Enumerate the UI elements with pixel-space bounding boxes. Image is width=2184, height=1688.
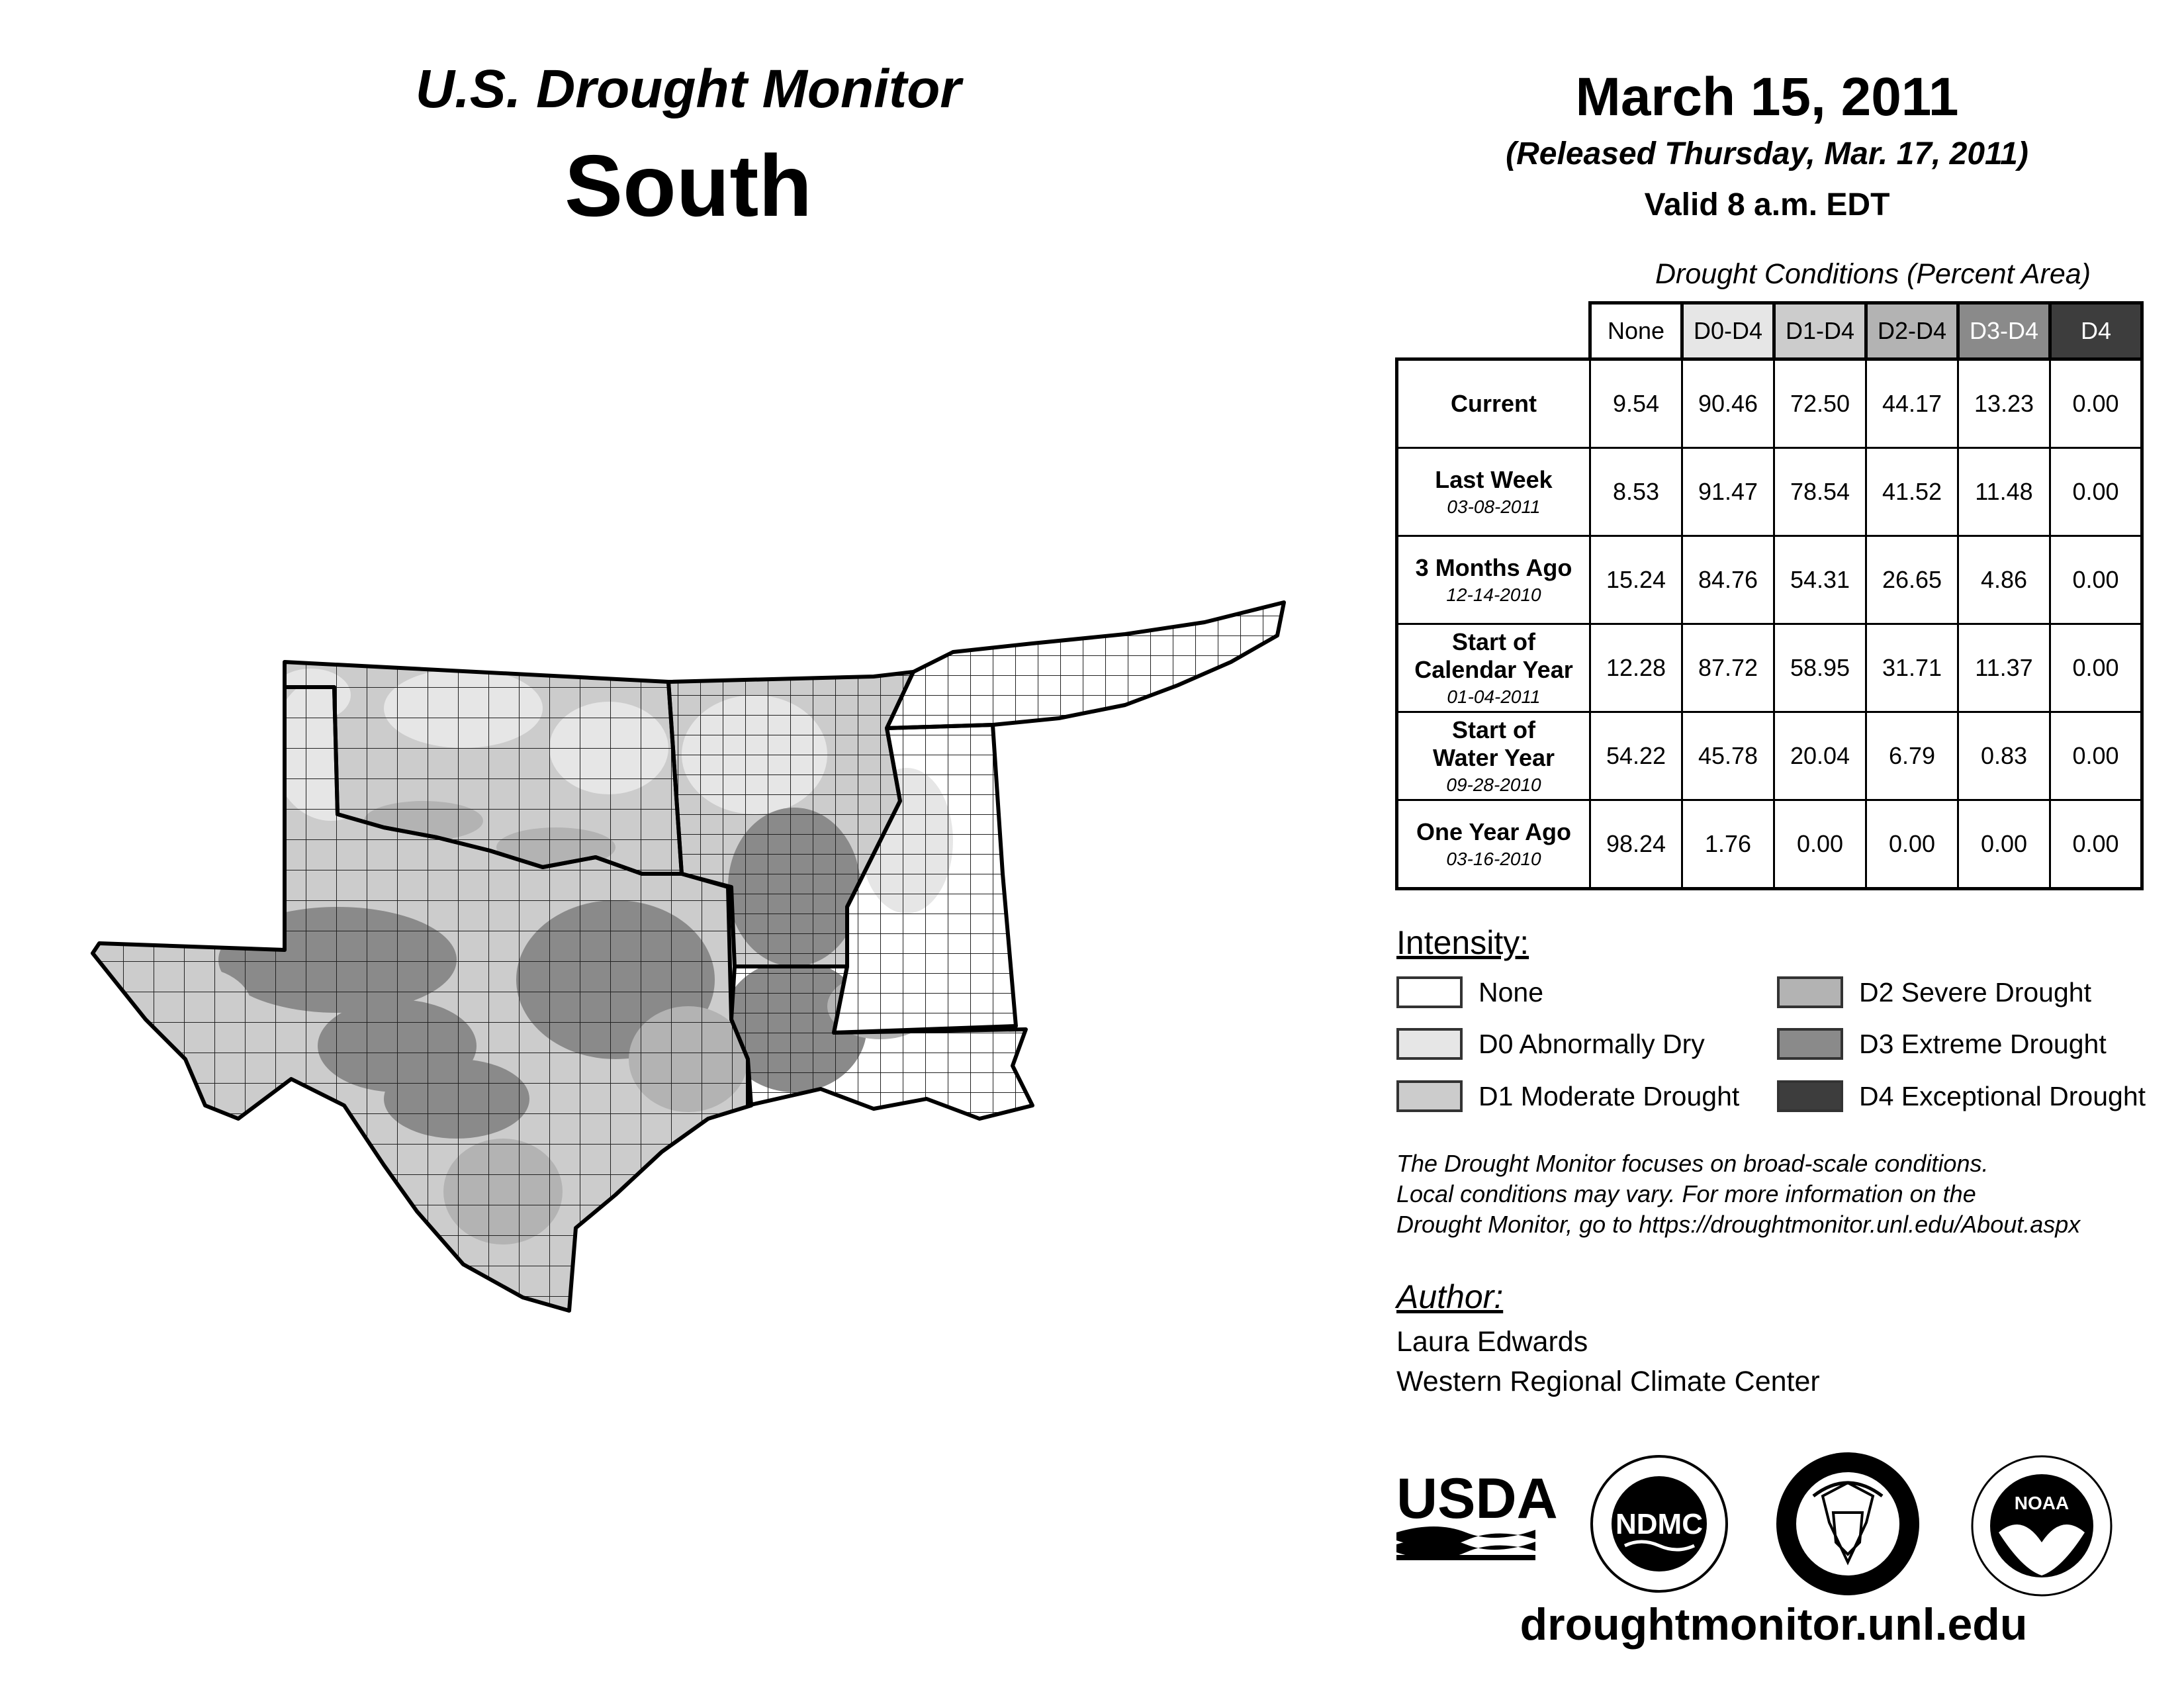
row-label: Start of Calendar Year	[1414, 628, 1573, 683]
table-cell: 1.76	[1682, 800, 1774, 889]
table-cell: 72.50	[1774, 359, 1866, 448]
table-cell: 0.00	[2050, 536, 2142, 624]
noaa-logo	[1969, 1453, 2115, 1599]
row-date: 01-04-2011	[1447, 686, 1541, 707]
table-cell: 0.00	[2050, 712, 2142, 800]
table-cell: 11.37	[1958, 624, 2050, 712]
table-cell: 44.17	[1866, 359, 1958, 448]
legend-swatch	[1396, 1028, 1463, 1060]
table-cell: 0.00	[2050, 624, 2142, 712]
drought-map	[93, 596, 1310, 1324]
table-cell: 13.23	[1958, 359, 2050, 448]
column-header: D3-D4	[1958, 303, 2050, 359]
legend-title: Intensity:	[1396, 924, 1529, 961]
legend-item-d2	[1777, 976, 2091, 1008]
commerce-seal-logo	[1774, 1450, 1923, 1599]
table-cell: 98.24	[1590, 800, 1682, 889]
table-cell: 54.22	[1590, 712, 1682, 800]
table-header-row	[1397, 303, 2142, 359]
table-cell: 0.83	[1958, 712, 2050, 800]
legend-item-none	[1396, 976, 1543, 1008]
table-cell: 12.28	[1590, 624, 1682, 712]
column-header: D0-D4	[1682, 303, 1774, 359]
table-row	[1397, 359, 2142, 448]
table-cell: 45.78	[1682, 712, 1774, 800]
author-organization: Western Regional Climate Center	[1396, 1366, 1820, 1397]
row-date: 03-16-2010	[1446, 849, 1541, 869]
table-cell: 0.00	[1774, 800, 1866, 889]
table-cell: 31.71	[1866, 624, 1958, 712]
table-caption: Drought Conditions (Percent Area)	[1655, 258, 2091, 290]
table-cell: 8.53	[1590, 448, 1682, 536]
row-label: Start of Water Year	[1432, 716, 1555, 771]
table-cell: 78.54	[1774, 448, 1866, 536]
row-date: 03-08-2011	[1447, 496, 1541, 517]
usda-logo	[1396, 1466, 1558, 1562]
row-label: 3 Months Ago	[1415, 554, 1572, 581]
row-header	[1397, 624, 1590, 712]
legend-label: D4 Exceptional Drought	[1859, 1080, 2146, 1111]
table-cell: 41.52	[1866, 448, 1958, 536]
table-row	[1397, 712, 2142, 800]
noaa-logo-text: NOAA	[2014, 1493, 2070, 1513]
table-corner	[1397, 303, 1590, 359]
legend-label: D0 Abnormally Dry	[1479, 1028, 1705, 1059]
note-line: The Drought Monitor focuses on broad-scale conditions.	[1396, 1150, 1989, 1177]
row-header	[1397, 800, 1590, 889]
table-cell: 20.04	[1774, 712, 1866, 800]
table-cell: 26.65	[1866, 536, 1958, 624]
ndmc-logo	[1588, 1453, 1731, 1595]
table-cell: 90.46	[1682, 359, 1774, 448]
legend-item-d0	[1396, 1028, 1705, 1060]
table-cell: 9.54	[1590, 359, 1682, 448]
author-name: Laura Edwards	[1396, 1326, 1588, 1358]
table-cell: 6.79	[1866, 712, 1958, 800]
note-line: Local conditions may vary. For more information on the	[1396, 1180, 1976, 1207]
table-row	[1397, 624, 2142, 712]
column-header: D2-D4	[1866, 303, 1958, 359]
legend-label: None	[1479, 976, 1544, 1008]
table-row	[1397, 448, 2142, 536]
table-cell: 0.00	[2050, 359, 2142, 448]
row-header	[1397, 359, 1590, 448]
row-date: 09-28-2010	[1446, 774, 1541, 795]
map-title: U.S. Drought Monitor	[415, 59, 962, 119]
legend-label: D1 Moderate Drought	[1479, 1080, 1740, 1111]
legend-label: D2 Severe Drought	[1859, 976, 2091, 1008]
table-cell: 15.24	[1590, 536, 1682, 624]
usda-logo-text: USDA	[1396, 1467, 1558, 1530]
region-title: South	[565, 137, 812, 234]
table-cell: 84.76	[1682, 536, 1774, 624]
column-header: None	[1590, 303, 1682, 359]
column-header: D4	[2050, 303, 2142, 359]
row-date: 12-14-2010	[1446, 585, 1541, 605]
table-cell: 0.00	[2050, 800, 2142, 889]
row-header	[1397, 712, 1590, 800]
table-cell: 0.00	[1866, 800, 1958, 889]
drought-conditions-table	[1395, 301, 2144, 890]
map-date: March 15, 2011	[1575, 67, 1959, 127]
row-label: One Year Ago	[1416, 818, 1572, 845]
table-cell: 0.00	[1958, 800, 2050, 889]
table-cell: 4.86	[1958, 536, 2050, 624]
table-cell: 0.00	[2050, 448, 2142, 536]
legend-swatch	[1396, 976, 1463, 1008]
legend-label: D3 Extreme Drought	[1859, 1028, 2107, 1059]
table-cell: 87.72	[1682, 624, 1774, 712]
author-heading: Author:	[1396, 1278, 1504, 1315]
table-row	[1397, 800, 2142, 889]
table-cell: 91.47	[1682, 448, 1774, 536]
row-label: Current	[1450, 390, 1537, 417]
disclaimer-note	[1396, 1149, 2177, 1240]
ndmc-logo-text: NDMC	[1615, 1508, 1703, 1540]
valid-time: Valid 8 a.m. EDT	[1644, 187, 1890, 222]
release-date: (Released Thursday, Mar. 17, 2011)	[1506, 136, 2028, 171]
table-row	[1397, 536, 2142, 624]
legend-swatch	[1396, 1080, 1463, 1112]
row-header	[1397, 536, 1590, 624]
site-url: droughtmonitor.unl.edu	[1520, 1599, 2028, 1650]
row-header	[1397, 448, 1590, 536]
column-header: D1-D4	[1774, 303, 1866, 359]
legend-item-d3	[1777, 1028, 2107, 1060]
legend-item-d1	[1396, 1080, 1739, 1112]
legend-swatch	[1777, 1028, 1843, 1060]
table-cell: 54.31	[1774, 536, 1866, 624]
legend-swatch	[1777, 1080, 1843, 1112]
note-line: Drought Monitor, go to https://droughtmonitor.unl.edu/About.aspx	[1396, 1211, 2081, 1238]
row-label: Last Week	[1435, 466, 1553, 493]
table-cell: 58.95	[1774, 624, 1866, 712]
legend-item-d4	[1777, 1080, 2146, 1112]
table-cell: 11.48	[1958, 448, 2050, 536]
legend-swatch	[1777, 976, 1843, 1008]
